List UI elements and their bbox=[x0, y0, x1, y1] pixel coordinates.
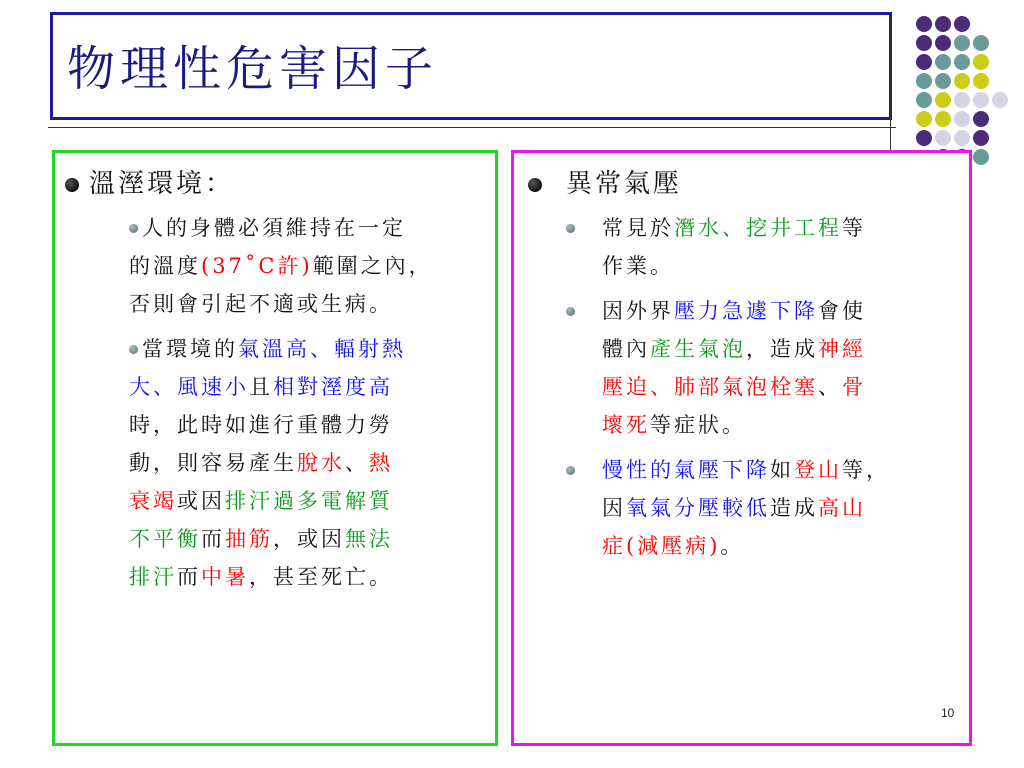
decor-dot bbox=[954, 54, 970, 70]
slide-title: 物理性危害因子 bbox=[67, 41, 439, 97]
decor-dot bbox=[935, 54, 951, 70]
text-line bbox=[602, 298, 866, 324]
decor-dot bbox=[973, 111, 989, 127]
decor-dot bbox=[954, 35, 970, 51]
text-segment-highlight: 氣溫高、輻射熱 bbox=[238, 337, 406, 361]
text-line bbox=[129, 564, 393, 590]
decor-dot bbox=[954, 73, 970, 89]
text-segment: ，造成 bbox=[746, 337, 818, 361]
text-segment: 會使 bbox=[818, 299, 866, 323]
text-segment-highlight: 排汗過多電解質 bbox=[225, 489, 393, 513]
text-line bbox=[602, 495, 866, 521]
text-line bbox=[129, 450, 393, 476]
bullet-icon bbox=[65, 178, 79, 192]
text-line bbox=[129, 374, 393, 400]
panel-temperature-humidity bbox=[52, 150, 498, 746]
title-underline bbox=[48, 127, 896, 128]
decor-dot bbox=[935, 16, 951, 32]
text-segment-highlight: (37˚C許) bbox=[201, 254, 313, 278]
text-segment: 等症狀。 bbox=[650, 413, 746, 437]
text-segment: 因 bbox=[602, 496, 626, 520]
text-line bbox=[129, 253, 433, 279]
text-segment-highlight: 骨 bbox=[842, 375, 866, 399]
decor-dot bbox=[935, 130, 951, 146]
decor-dot bbox=[973, 92, 989, 108]
decor-dot bbox=[916, 54, 932, 70]
text-segment: 體內 bbox=[602, 337, 650, 361]
text-segment: 而 bbox=[177, 565, 201, 589]
decor-dot bbox=[916, 92, 932, 108]
text-segment-highlight: 症(減壓病) bbox=[602, 534, 721, 558]
decor-dot bbox=[973, 35, 989, 51]
text-segment: ，或因 bbox=[273, 527, 345, 551]
decor-dot bbox=[916, 130, 932, 146]
text-line: 人的身體必須維持在一定 bbox=[142, 216, 406, 240]
decor-dot bbox=[954, 111, 970, 127]
heading-temperature-humidity: 溫溼環境： bbox=[89, 169, 235, 199]
text-segment-highlight: 登山 bbox=[794, 458, 842, 482]
text-segment-highlight: 相對溼度高 bbox=[273, 375, 393, 399]
decor-dot bbox=[954, 16, 970, 32]
text-segment: 等， bbox=[842, 458, 890, 482]
decor-dot bbox=[954, 92, 970, 108]
text-segment-highlight: 壞死 bbox=[602, 413, 650, 437]
decor-dot bbox=[935, 92, 951, 108]
sub-bullet-icon bbox=[129, 224, 138, 233]
decor-dot bbox=[916, 16, 932, 32]
text-segment-highlight: 熱 bbox=[369, 451, 393, 475]
decor-dot bbox=[935, 73, 951, 89]
text-segment-highlight: 潛水、挖井工程 bbox=[674, 216, 842, 240]
decor-dot bbox=[992, 92, 1008, 108]
decor-dot bbox=[916, 35, 932, 51]
text-line bbox=[602, 412, 746, 438]
text-line bbox=[602, 457, 890, 483]
text-segment-highlight: 不平衡 bbox=[129, 527, 201, 551]
decor-dot bbox=[935, 111, 951, 127]
heading-abnormal-pressure: 異常氣壓 bbox=[566, 169, 683, 199]
sub-bullet-icon bbox=[566, 224, 575, 233]
text-segment-highlight: 壓迫、肺部氣泡栓塞 bbox=[602, 375, 818, 399]
decor-dot bbox=[973, 73, 989, 89]
text-segment-highlight: 抽筋 bbox=[225, 527, 273, 551]
sub-bullet-icon bbox=[566, 466, 575, 475]
text-line bbox=[602, 374, 866, 400]
text-segment-highlight: 無法 bbox=[345, 527, 393, 551]
text-segment-highlight: 產生氣泡 bbox=[650, 337, 746, 361]
text-segment: 常見於 bbox=[602, 216, 674, 240]
text-line bbox=[602, 336, 866, 362]
text-segment: 如 bbox=[770, 458, 794, 482]
text-segment: 範圍之內， bbox=[312, 254, 433, 278]
decor-dot bbox=[973, 54, 989, 70]
text-segment-highlight: 氧氣分壓較低 bbox=[626, 496, 770, 520]
text-segment: 造成 bbox=[770, 496, 818, 520]
title-box bbox=[50, 12, 892, 120]
decor-dot bbox=[935, 35, 951, 51]
text-line bbox=[602, 533, 744, 559]
text-line: 時，此時如進行重體力勞 bbox=[129, 413, 393, 437]
text-segment: 且 bbox=[249, 375, 273, 399]
text-segment: 而 bbox=[201, 527, 225, 551]
text-segment: 、 bbox=[818, 375, 842, 399]
page-number: 10 bbox=[941, 706, 955, 720]
text-segment: 。 bbox=[720, 534, 745, 558]
text-segment: 、 bbox=[345, 451, 369, 475]
text-segment: 因外界 bbox=[602, 299, 674, 323]
text-segment: 或因 bbox=[177, 489, 225, 513]
text-segment-highlight: 排汗 bbox=[129, 565, 177, 589]
decor-dot bbox=[973, 130, 989, 146]
text-segment: 等 bbox=[842, 216, 866, 240]
sub-bullet-icon bbox=[566, 307, 575, 316]
text-segment: 動，則容易產生 bbox=[129, 451, 297, 475]
text-line: 作業。 bbox=[602, 254, 674, 278]
decor-dot bbox=[973, 149, 989, 165]
text-line bbox=[129, 488, 393, 514]
sub-bullet-icon bbox=[129, 345, 138, 354]
text-segment: 當環境的 bbox=[142, 337, 238, 361]
text-segment-highlight: 大、風速小 bbox=[129, 375, 249, 399]
text-segment: ，甚至死亡。 bbox=[249, 565, 393, 589]
text-line bbox=[602, 215, 866, 241]
panel-abnormal-pressure bbox=[511, 150, 972, 746]
decor-dot bbox=[954, 130, 970, 146]
decor-dot bbox=[916, 111, 932, 127]
text-segment-highlight: 脫水 bbox=[297, 451, 345, 475]
text-segment-highlight: 壓力急遽下降 bbox=[674, 299, 818, 323]
text-segment: 的溫度 bbox=[129, 254, 201, 278]
text-segment-highlight: 慢性的氣壓下降 bbox=[602, 458, 770, 482]
text-line: 否則會引起不適或生病。 bbox=[129, 292, 393, 316]
bullet-icon bbox=[528, 178, 542, 192]
text-line bbox=[129, 526, 393, 552]
text-segment-highlight: 高山 bbox=[818, 496, 866, 520]
text-segment-highlight: 神經 bbox=[818, 337, 866, 361]
text-segment-highlight: 中暑 bbox=[201, 565, 249, 589]
text-segment-highlight: 衰竭 bbox=[129, 489, 177, 513]
decor-dot bbox=[916, 73, 932, 89]
text-line bbox=[142, 336, 406, 362]
